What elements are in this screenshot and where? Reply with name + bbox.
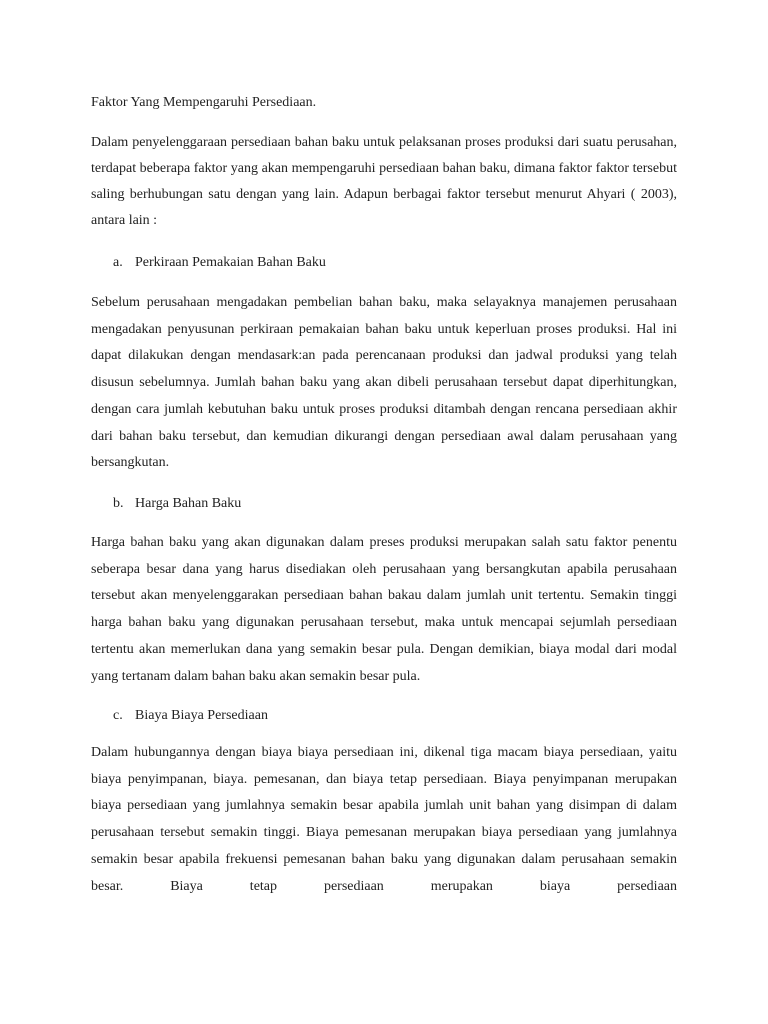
section-letter: a. (113, 255, 123, 270)
section-letter: c. (113, 708, 123, 723)
section-c-paragraph: Dalam hubungannya dengan biaya biaya persediaan ini, dikenal tiga macam biaya persediaan, yaitu biaya penyimpanan, biaya. pemesanan, dan biaya tetap persediaan. Biaya penyimpanan merupakan biaya persediaan yang jumlahnya semakin besar apabila jumlah unit bahan yang disimpan di dalam perusahaan tersebut semakin tinggi. Biaya pemesanan merupakan biaya persediaan yang jumlahnya semakin besar apabila frekuensi pemesanan bahan baku yang digunakan dalam perusahaan semakin besar. Biaya tetap persediaan merupakan biaya persediaan (91, 745, 677, 894)
document-title: Faktor Yang Mempengaruhi Persediaan. (91, 95, 317, 110)
intro-paragraph: Dalam penyelenggaraan persediaan bahan baku untuk pelaksanan proses produksi dari suatu perusahan, terdapat beberapa faktor yang akan mempengaruhi persediaan bahan baku, dimana faktor faktor tersebut saling berhubungan satu dengan yang lain. Adapun berbagai faktor tersebut menurut Ahyari ( 2003), antara lain : (91, 135, 677, 228)
section-heading-a (113, 253, 326, 273)
section-b-paragraph: Harga bahan baku yang akan digunakan dalam preses produksi merupakan salah satu faktor penentu seberapa besar dana yang harus disediakan oleh perusahaan yang bersangkutan apabila perusahaan tersebut akan menyelenggarakan persediaan bahan bakau dalam jumlah unit tertentu. Semakin tinggi harga bahan baku yang digunakan perusahaan tersebut, maka untuk mencapai sejumlah persediaan tertentu akan memerlukan dana yang semakin besar pula. Dengan demikian, biaya modal dari modal yang tertanam dalam bahan baku akan semakin besar pula. (91, 535, 677, 684)
section-a-paragraph: Sebelum perusahaan mengadakan pembelian bahan baku, maka selayaknya manajemen perusahaan mengadakan penyusunan perkiraan pemakaian bahan baku untuk keperluan proses produksi. Hal ini dapat dilakukan dengan mendasark:an pada perencanaan produksi dan jadwal produksi yang telah disusun sebelumnya. Jumlah bahan baku yang akan dibeli perusahaan tersebut dapat diperhitungkan, dengan cara jumlah kebutuhan baku untuk proses produksi ditambah dengan rencana persediaan akhir dari bahan baku tersebut, dan kemudian dikurangi dengan persediaan awal dalam perusahaan yang bersangkutan. (91, 295, 677, 471)
section-letter: b. (113, 496, 124, 511)
section-heading-text: Perkiraan Pemakaian Bahan Baku (135, 255, 326, 270)
section-heading-c (113, 706, 268, 726)
section-heading-b (113, 494, 241, 514)
section-heading-text: Harga Bahan Baku (135, 496, 242, 511)
section-heading-text: Biaya Biaya Persediaan (135, 708, 268, 723)
